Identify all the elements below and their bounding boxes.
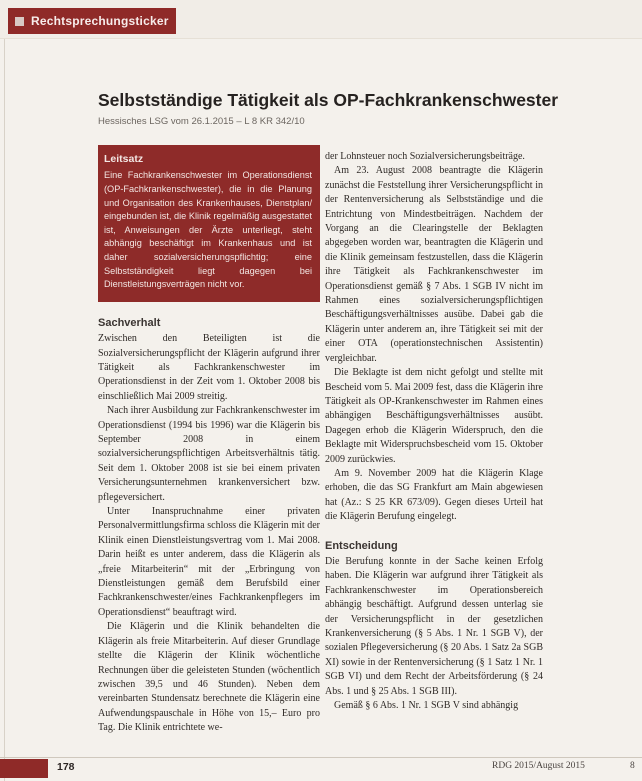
entscheidung-heading: Entscheidung xyxy=(325,539,398,552)
page-number: 178 xyxy=(57,761,75,773)
body-paragraph: Die Beklagte ist dem nicht gefolgt und stellte mit Bescheid vom 5. Mai 2009 fest, dass die Klägerin ihre Tätigkeit als OP-Krankenschwester im Rahmen eines abhängigen Beschäftigungsverhältnisses ausübt. Dagegen erhob die Klägerin Widerspruch, den die Beklagte mit Widerspruchsbescheid vom 15. Oktober 2009 zurückwies. xyxy=(325,367,543,465)
journal-reference: RDG 2015/August 2015 xyxy=(492,761,585,771)
leitsatz-heading: Leitsatz xyxy=(104,153,144,165)
square-icon xyxy=(15,17,24,26)
entscheidung-paragraph: Gemäß § 6 Abs. 1 Nr. 1 SGB V sind abhängig xyxy=(334,700,519,712)
sachverhalt-paragraph: Nach ihrer Ausbildung zur Fachkrankenschwester im Operationsdienst (1994 bis 1996) war die Klägerin bis September 2008 in einem sozialversicherungspflichtigen Arbeitsverhältnis tätig. Seit dem 1. Oktober 2008 ist sie bei einem privaten Versicherungsunternehmen krankenversichert bzw. pflegeversichert. xyxy=(98,405,320,503)
entscheidung-paragraph: Die Berufung konnte in der Sache keinen Erfolg haben. Die Klägerin war aufgrund ihrer Tätigkeit als Fachkrankenschwester im Operationsbereich abhängig beschäftigt. Aufgrund dessen unterlag sie der Versicherungspflicht in der gesetzlichen Krankenversicherung (§ 5 Abs. 1 Nr. 1 SGB V), der sozialen Pflegeversicherung (§ 20 Abs. 1 Satz 2a SGB XI) sowie in der Rentenversicherung (§ 1 Satz 1 Nr. 1 SGB VI) und dem Recht der Arbeitsförderung (§ 24 Abs. 1 und § 25 Abs. 1 SGB III). xyxy=(325,555,543,697)
footer-rule xyxy=(0,757,642,758)
page-edge xyxy=(4,0,5,781)
leitsatz-box xyxy=(98,145,320,302)
article-title: Selbstständige Tätigkeit als OP-Fachkrankenschwester xyxy=(98,90,559,110)
body-paragraph: der Lohnsteuer noch Sozialversicherungsbeiträge. xyxy=(325,151,525,162)
section-label: Rechtsprechungsticker xyxy=(31,14,169,28)
left-column xyxy=(98,145,320,736)
article-citation: Hessisches LSG vom 26.1.2015 – L 8 KR 342/10 xyxy=(98,116,305,127)
sachverhalt-heading: Sachverhalt xyxy=(98,316,161,329)
sachverhalt-paragraph: Zwischen den Beteiligten ist die Sozialversicherungspflicht der Klägerin aufgrund ihrer Tätigkeit als Fachkrankenschwester im Operationsdienst in der Zeit vom 1. Oktober 2008 bis einschließlich Mai 2009 streitig. xyxy=(98,333,320,402)
section-label-bar xyxy=(8,8,176,34)
sachverhalt-paragraph: Unter Inanspruchnahme einer privaten Personalvermittlungsfirma schloss die Klägerin mit der Klinik einen Dienstleistungsvertrag vom 1. Mai 2008. Darin heißt es unter anderem, dass die Klägerin als „freie Mitarbeiterin“ mit der „Erbringung von Dienstleistungen gemäß dem Berufsbild einer Fachkrankenschwester/eines Fachkrankenpflegers im Operationsdienst“ beauftragt wird. xyxy=(98,506,320,618)
body-paragraph: Am 9. November 2009 hat die Klägerin Klage erhoben, die das SG Frankfurt am Main abgewiesen hat (Az.: S 25 KR 673/09). Gegen dieses Urteil hat die Klägerin Berufung eingelegt. xyxy=(325,467,543,523)
leitsatz-text: Eine Fachkrankenschwester im Operationsdienst (OP-Fachkrankenschwester), die in die Planung und Organisation des Krankenhauses, Dienstplan/ eingebunden ist, die Klinik regelmäßig ausgestattet ist, Anweisungen der Ärzte unterliegt, steht abhängig beschäftigt im Krankenhaus und ist daher sozialversicherungspflichtig; eine Selbstständigkeit liegt dagegen bei Dienstleistungsverträgen nicht vor. xyxy=(104,170,312,290)
right-page-number: 8 xyxy=(630,761,635,771)
right-column xyxy=(325,150,543,713)
footer-accent-box xyxy=(0,759,48,778)
body-paragraph: Am 23. August 2008 beantragte die Klägerin zunächst die Feststellung ihrer Versicherungspflicht in der Rentenversicherung als Selbstständige und die Entrichtung von Mindestbeiträgen. Nachdem der Vorgang an die Clearingstelle der Beklagten abgegeben worden war, beantragten die Klägerin und die Klinik gemeinsam festzustellen, dass die Klägerin ihre Tätigkeit als Fachkrankenschwester im Operationsdienst gemäß § 7 Abs. 1 SGB IV nicht im Rahmen eines sozialversicherungspflichtigen Beschäftigungsverhältnisses ausübe. Dabei gab die Klägerin unter anderem an, ihre Tätigkeit sei mit der einer OTA (operationstechnischen Assistentin) vergleichbar. xyxy=(325,165,543,364)
sachverhalt-paragraph: Die Klägerin und die Klinik behandelten die Klägerin als freie Mitarbeiterin. Auf dieser Grundlage stellte die Klägerin der Klinik wöchentliche Rechnungen über die geleisteten Stunden (wöchentlich zwischen 39,5 und 46 Stunden). Neben dem vereinbarten Stundensatz berechnete die Klägerin eine Aufwendungspauschale in Höhe von 15,– Euro pro Tag. Die Klinik entrichtete we- xyxy=(98,621,320,734)
